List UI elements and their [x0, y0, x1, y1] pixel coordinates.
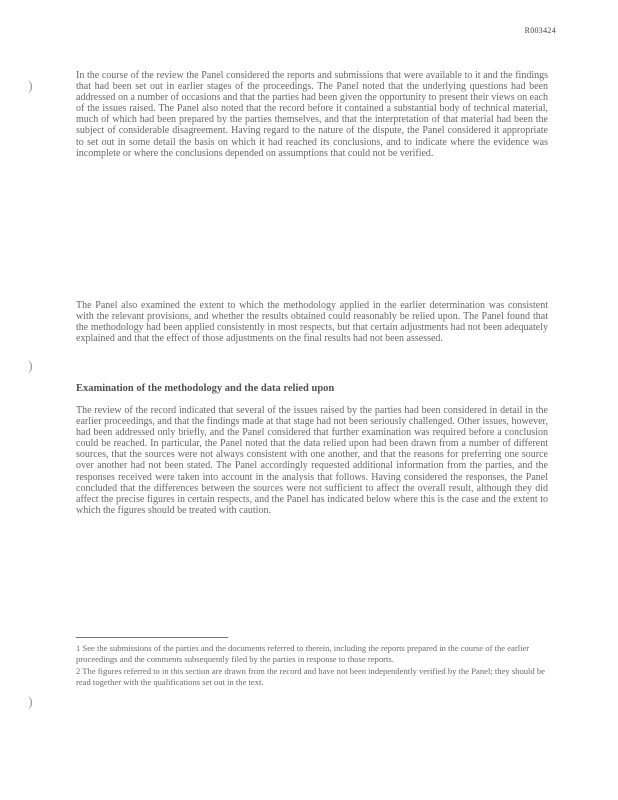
footnote: 1 See the submissions of the parties and the documents referred to therein, including the reports prepared in the course of the earlier proceedings and the comments subsequently filed by the parties in response to those reports. — [76, 643, 530, 664]
body-paragraph: The Panel also examined the extent to which the methodology applied in the earlier determination was consistent with the relevant provisions, and whether the results obtained could reasonably be relied upon. The Panel found that the methodology had been applied consistently in most respects, but that certain adjustments had not been adequately explained and that the effect of those adjustments on the final results had not been assessed. — [76, 300, 548, 345]
section-heading: Examination of the methodology and the data relied upon — [76, 383, 335, 394]
body-paragraph: The review of the record indicated that several of the issues raised by the parties had been considered in detail in the earlier proceedings, and that the findings made at that stage had not been seriously challenged. Other issues, however, had been addressed only briefly, and the Panel considered that further examination was required before a conclusion could be reached. In particular, the Panel noted that the data relied upon had been drawn from a number of different sources, that the sources were not always consistent with one another, and that the reasons for preferring one source over another had not been stated. The Panel accordingly requested additional information from the parties, and the responses received were taken into account in the analysis that follows. Having considered the responses, the Panel concluded that the differences between the sources were not sufficient to affect the overall result, although they did affect the precise figures in certain respects, and the Panel has indicated below where this is the case and the extent to which the figures should be treated with caution. — [76, 405, 548, 516]
body-paragraph: In the course of the review the Panel considered the reports and submissions that were available to it and the findings that had been set out in earlier stages of the proceedings. The Panel noted that the underlying questions had been addressed on a number of occasions and that the parties had been given the opportunity to present their views on each of the issues raised. The Panel also noted that the record before it contained a substantial body of technical material, much of which had been prepared by the parties themselves, and that the interpretation of that material had been the subject of considerable disagreement. Having regard to the nature of the dispute, the Panel considered it appropriate to set out in some detail the basis on which it had reached its conclusions, and to indicate where the evidence was incomplete or where the conclusions depended on assumptions that could not be verified. — [76, 70, 548, 159]
margin-mark: ) — [28, 79, 33, 94]
margin-mark: ) — [28, 695, 33, 710]
page-identifier: R003424 — [524, 26, 556, 35]
footnotes — [76, 643, 548, 689]
margin-mark: ) — [28, 359, 33, 374]
footnote: 2 The figures referred to in this section are drawn from the record and have not been independently verified by the Panel; they should be read together with the qualifications set out in the text. — [76, 666, 545, 687]
footnote-separator — [76, 637, 228, 638]
